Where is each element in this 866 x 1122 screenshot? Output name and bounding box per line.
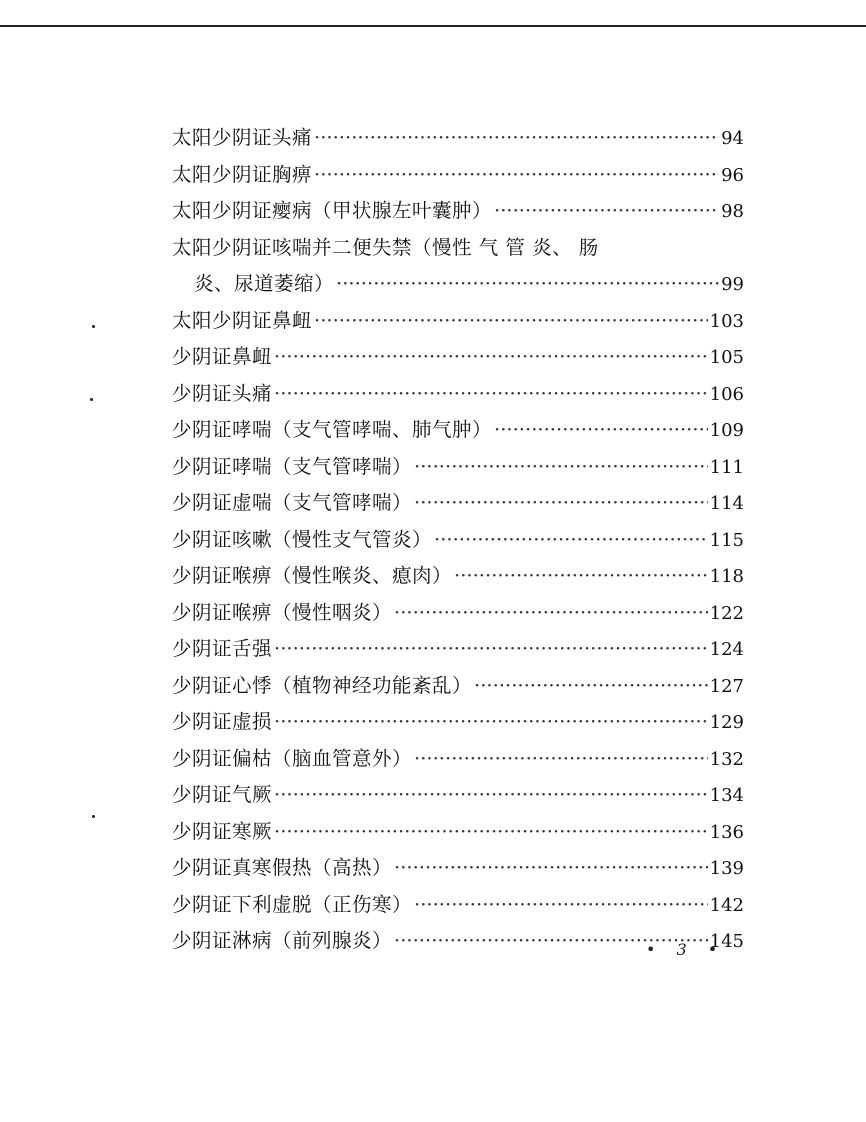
toc-entry[interactable] bbox=[172, 522, 744, 559]
toc-entry-title: 少阴证心悸（植物神经功能紊乱） bbox=[172, 673, 473, 697]
dot-leader bbox=[494, 412, 708, 449]
toc-entry-page: 106 bbox=[709, 383, 744, 405]
toc-entry-title: 太阳少阴证鼻衄 bbox=[172, 308, 313, 332]
toc-entry-title: 少阴证舌强 bbox=[172, 637, 273, 660]
toc-entry-title: 少阴证哮喘（支气管哮喘） bbox=[172, 454, 413, 478]
toc-entry-title: 太阳少阴证头痛 bbox=[172, 126, 313, 149]
dot-leader bbox=[394, 850, 708, 887]
toc-entry[interactable] bbox=[172, 741, 744, 778]
dot-leader bbox=[314, 157, 719, 194]
dot-leader bbox=[414, 449, 708, 486]
toc-entry-title: 少阴证虚喘（支气管哮喘） bbox=[172, 491, 413, 514]
scan-speck bbox=[92, 815, 95, 818]
dot-leader bbox=[274, 777, 708, 814]
toc-entry-title-line2: 炎、尿道萎缩） bbox=[194, 272, 335, 295]
toc-entry-page: 118 bbox=[709, 566, 744, 587]
top-rule bbox=[0, 25, 866, 27]
scan-speck bbox=[92, 325, 95, 328]
toc-entry-page: 129 bbox=[709, 712, 744, 733]
toc-entry-page: 122 bbox=[709, 602, 744, 624]
dot-leader bbox=[274, 814, 708, 851]
toc-entry-page: 142 bbox=[709, 894, 744, 916]
toc-entry-page: 145 bbox=[709, 931, 744, 952]
toc-entry-title: 少阴证寒厥 bbox=[172, 819, 273, 843]
toc-entry-page: 115 bbox=[709, 529, 744, 551]
toc-entry-title: 少阴证淋病（前列腺炎） bbox=[172, 929, 393, 952]
dot-leader bbox=[394, 595, 708, 632]
toc-entry[interactable] bbox=[172, 485, 744, 522]
toc-entry-page: 127 bbox=[709, 675, 744, 697]
toc-entry-title: 少阴证头痛 bbox=[172, 381, 273, 405]
toc-entry[interactable] bbox=[172, 230, 744, 303]
toc-entry-title: 太阳少阴证胸痹 bbox=[172, 162, 313, 186]
page-number: • 3 • bbox=[646, 940, 726, 959]
toc-entry-title: 少阴证偏枯（脑血管意外） bbox=[172, 746, 413, 770]
dot-leader bbox=[314, 120, 719, 157]
scan-speck bbox=[90, 398, 93, 401]
toc-entry-title: 少阴证鼻衄 bbox=[172, 345, 273, 368]
toc-entry-page: 105 bbox=[709, 347, 744, 368]
dot-leader bbox=[274, 704, 708, 741]
toc-entry-page: 134 bbox=[709, 785, 744, 806]
toc-entry[interactable] bbox=[172, 558, 744, 595]
toc-entry[interactable] bbox=[172, 668, 744, 705]
toc-entry-title: 少阴证喉痹（慢性咽炎） bbox=[172, 600, 393, 624]
toc-entry-page: 114 bbox=[709, 493, 744, 514]
dot-leader bbox=[474, 668, 708, 705]
toc-entry[interactable] bbox=[172, 412, 744, 449]
dot-leader bbox=[336, 266, 719, 303]
dot-leader bbox=[414, 485, 708, 522]
toc-entry-title: 少阴证喉痹（慢性喉炎、瘜肉） bbox=[172, 564, 453, 587]
toc-entry-title-line1: 太阳少阴证咳喘并二便失禁（慢性 气 管 炎、 肠 bbox=[172, 235, 599, 259]
dot-leader bbox=[414, 741, 708, 778]
dot-leader bbox=[494, 193, 719, 230]
toc-entry-title: 少阴证下利虚脱（正伤寒） bbox=[172, 892, 413, 916]
toc-entry[interactable] bbox=[172, 887, 744, 924]
toc-entry[interactable] bbox=[172, 120, 744, 157]
toc-entry-page: 103 bbox=[709, 310, 744, 332]
toc-entry-title: 少阴证真寒假热（高热） bbox=[172, 856, 393, 879]
toc-entry-page: 139 bbox=[709, 858, 744, 879]
toc-entry[interactable] bbox=[172, 777, 744, 814]
toc-entry-title: 太阳少阴证瘿病（甲状腺左叶囊肿） bbox=[172, 199, 493, 222]
toc-entry-title: 少阴证气厥 bbox=[172, 783, 273, 806]
dot-leader bbox=[274, 631, 708, 668]
dot-leader bbox=[314, 303, 708, 340]
toc-entry[interactable] bbox=[172, 157, 744, 194]
dot-leader bbox=[274, 339, 708, 376]
toc-entry-title: 少阴证咳嗽（慢性支气管炎） bbox=[172, 527, 433, 551]
dot-leader bbox=[434, 522, 708, 559]
toc-entry[interactable] bbox=[172, 850, 744, 887]
dot-leader bbox=[414, 887, 708, 924]
toc-entry-page: 99 bbox=[721, 274, 744, 295]
toc-entry[interactable] bbox=[172, 339, 744, 376]
toc-entry-page: 98 bbox=[721, 201, 744, 222]
toc-entry-title: 少阴证虚损 bbox=[172, 710, 273, 733]
toc-entry[interactable] bbox=[172, 595, 744, 632]
toc-entry[interactable] bbox=[172, 449, 744, 486]
toc-entry[interactable] bbox=[172, 376, 744, 413]
dot-leader bbox=[274, 376, 708, 413]
toc-entry-page: 109 bbox=[709, 420, 744, 441]
toc-entry[interactable] bbox=[172, 814, 744, 851]
toc-entry-title: 少阴证哮喘（支气管哮喘、肺气肿） bbox=[172, 418, 493, 441]
toc-entry-page: 111 bbox=[709, 456, 744, 478]
toc-entry-page: 132 bbox=[709, 748, 744, 770]
toc-entry[interactable] bbox=[172, 631, 744, 668]
toc-entry[interactable] bbox=[172, 704, 744, 741]
toc-entry-page: 124 bbox=[709, 639, 744, 660]
dot-leader bbox=[454, 558, 708, 595]
table-of-contents bbox=[172, 120, 744, 960]
toc-entry-page: 96 bbox=[721, 164, 744, 186]
toc-entry[interactable] bbox=[172, 193, 744, 230]
toc-entry[interactable] bbox=[172, 303, 744, 340]
toc-entry-page: 94 bbox=[721, 128, 744, 149]
toc-entry-page: 136 bbox=[709, 821, 744, 843]
